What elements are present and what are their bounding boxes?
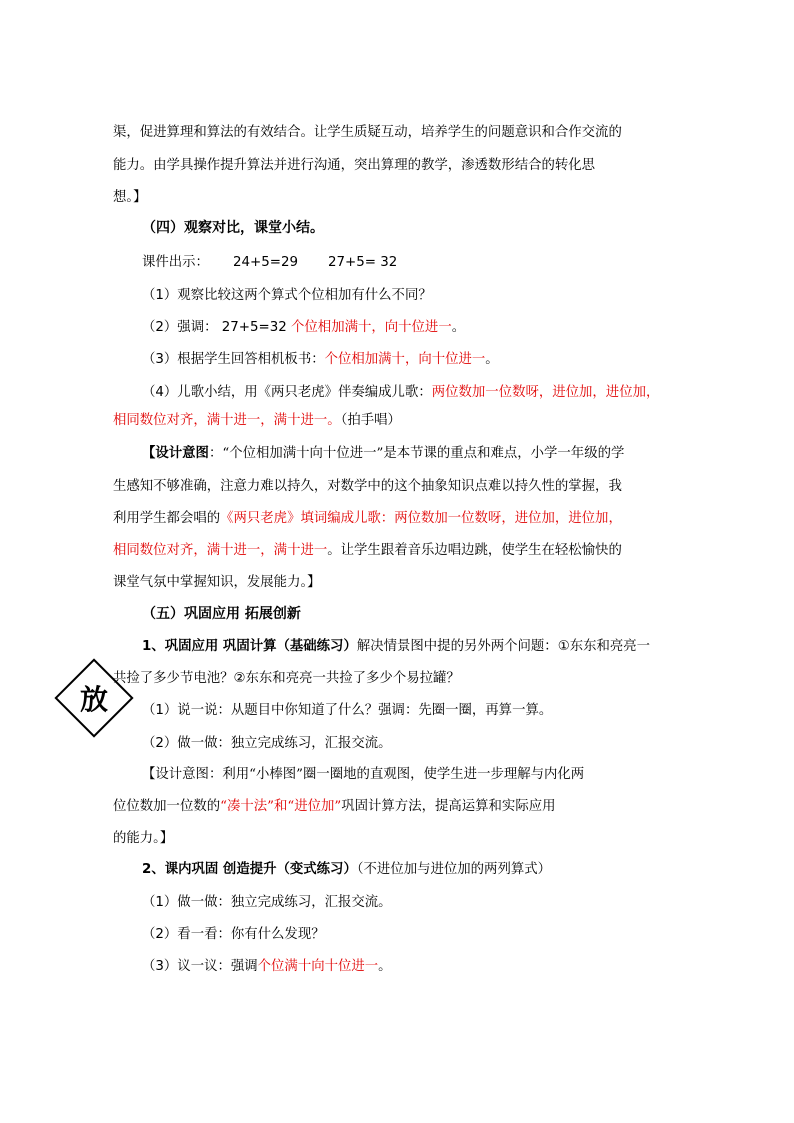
section-heading: （五）巩固应用 拓展创新 [142,606,301,622]
text: 利用学生都会唱的 [113,511,221,526]
text: 。 [378,959,392,974]
design-intent-line [113,509,622,529]
highlight-text: 个位相加满十，向十位进一 [291,320,452,335]
design-intent-line: 生感知不够准确，注意力难以持久，对数学中的这个抽象知识点难以持久性的掌握，我 [113,479,622,494]
design-intent-line [113,797,556,817]
question-line [142,318,465,338]
highlight-text: 个位相加满十，向十位进一 [324,352,486,367]
design-intent-line [142,444,624,464]
question-line: （1）做一做：独立完成练习，汇报交流。 [142,895,392,910]
design-intent-line: 【设计意图：利用“小棒图”圈一圈地的直观图，使学生进一步理解与内化两 [142,767,585,782]
courseware-line [142,253,397,273]
text: （3）议一议：强调 [142,959,258,974]
text: （不进位加与进位加的两列算式） [356,862,552,877]
subsection-heading: 2、课内巩固 创造提升（变式练习） [142,862,357,877]
text: ：“个位相加满十向十位进一”是本节课的重点和难点，小学一年级的学 [208,446,625,461]
paragraph-line: 共捡了多少节电池？②东东和亮亮一共捡了多少个易拉罐？ [113,671,460,686]
design-intent-label: 【设计意图 [142,446,209,461]
text: （拍手唱） [340,413,401,428]
highlight-text: “凑十法”和“进位加” [220,799,342,814]
text: （2）强调： 27+5=32 [142,320,292,335]
text: 。 [451,320,466,335]
formula: 27+5= 32 [328,255,398,270]
question-line: （2）看一看：你有什么发现？ [142,927,325,942]
design-intent-line [113,541,622,561]
label: 课件出示： [142,255,209,270]
text: 位位数加一位数的 [113,799,221,814]
text: 能力。由学具操作提升算法并进行沟通，突出算理的教学，渗透数形结合的转化思 [113,158,596,173]
highlight-text: 个位满十向十位进一 [257,959,379,974]
paragraph-line [113,156,595,176]
text: 渠，促进算理和算法的有效结合。让学生质疑互动，培养学生的问题意识和合作交流的 [113,125,622,140]
question-line [142,350,499,370]
design-intent-line: 的能力。】 [113,831,174,846]
highlight-text: 两位数加一位数呀，进位加，进位加， [431,385,660,400]
section-heading: （四）观察对比，课堂小结。 [142,220,324,236]
question-line [142,383,659,403]
text: （3）根据学生回答相机板书： [142,352,325,367]
question-line: （1）说一说：从题目中你知道了什么？强调：先圈一圈，再算一算。 [142,703,553,718]
question-line: （1）观察比较这两个算式个位相加有什么不同？ [142,288,432,303]
formula: 24+5=29 [232,255,298,270]
text: 。让学生跟着音乐边唱边跳，使学生在轻松愉快的 [327,543,622,558]
text: 巩固计算方法，提高运算和实际应用 [341,799,556,814]
question-line [113,411,401,431]
highlight-text: 相同数位对齐，满十进一，满十进一 [113,543,328,558]
highlight-text: 《两只老虎》填词编成儿歌：两位数加一位数呀，进位加，进位加， [220,511,622,526]
stamp-character: 放 [79,683,108,716]
subsection-line [142,860,551,880]
question-line: （2）做一做：独立完成练习，汇报交流。 [142,736,392,751]
paragraph-line [113,123,622,143]
design-intent-line: 课堂气氛中掌握知识，发展能力。】 [113,575,321,590]
text: 。 [485,352,499,367]
text: 解决情景图中提的另外两个问题：①东东和亮亮一 [356,639,651,654]
subsection-line [142,637,650,657]
text: 想。】 [113,190,147,205]
subsection-heading: 1、巩固应用 巩固计算（基础练习） [142,639,357,654]
question-line [142,957,392,977]
paragraph-line [113,188,146,208]
text: （4）儿歌小结，用《两只老虎》伴奏编成儿歌： [142,385,432,400]
highlight-text: 相同数位对齐，满十进一，满十进一。 [113,413,341,428]
